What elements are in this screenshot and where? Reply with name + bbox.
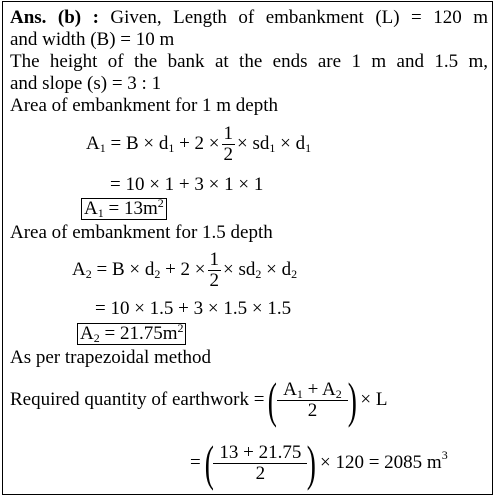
right-paren: )	[347, 372, 357, 428]
given-slope-line: and slope (s) = 3 : 1	[10, 73, 162, 94]
area2-result-box: $A_2 = 21.75m^2$	[77, 323, 186, 345]
given-length-text: Given, Length of embankment (L) = 120 m	[98, 7, 489, 28]
method-heading: As per trapezoidal method	[10, 347, 212, 368]
half-fraction: $\frac{1}{2}$	[223, 123, 234, 165]
left-paren: (	[204, 435, 214, 491]
half-fraction: $\frac{1}{2}$	[209, 249, 220, 291]
given-length-line	[10, 7, 488, 29]
area1-formula: $A_1 = B \times d_1 + 2$ × $\frac{1}{2}$ × $sd_1 \times d_1$	[86, 123, 312, 165]
right-paren: )	[307, 435, 317, 491]
left-paren: (	[268, 372, 278, 428]
area2-formula: $A_2 = B \times d_2 + 2$ × $\frac{1}{2}$ × $sd_2 \times d_2$	[72, 249, 298, 291]
result-fraction: $\frac{13 + 21.75}{2}$	[213, 443, 307, 484]
answer-label: Ans. (b) :	[10, 7, 99, 28]
given-height-line: The height of the bank at the ends are 1 m and 1.5 m,	[10, 51, 488, 72]
earthwork-formula: Required quantity of earthwork =( $\frac{A_1 + A_2}{2}$ ) × L	[10, 372, 388, 428]
area1-heading: Area of embankment for 1 m depth	[10, 95, 279, 116]
area2-heading: Area of embankment for 1.5 depth	[10, 222, 273, 243]
given-width-line: and width (B) = 10 m	[10, 29, 175, 50]
area1-result-box: $A_1 = 13m^2$	[81, 198, 167, 220]
area1-substitution: = 10 × 1 + 3 × 1 × 1	[110, 174, 264, 195]
area2-substitution: = 10 × 1.5 + 3 × 1.5 × 1.5	[95, 298, 292, 319]
earthwork-result: =( $\frac{13 + 21.75}{2}$ ) × 120 = 2085 $m^3$	[190, 435, 448, 491]
average-area-fraction: $\frac{A_1 + A_2}{2}$	[277, 380, 348, 421]
